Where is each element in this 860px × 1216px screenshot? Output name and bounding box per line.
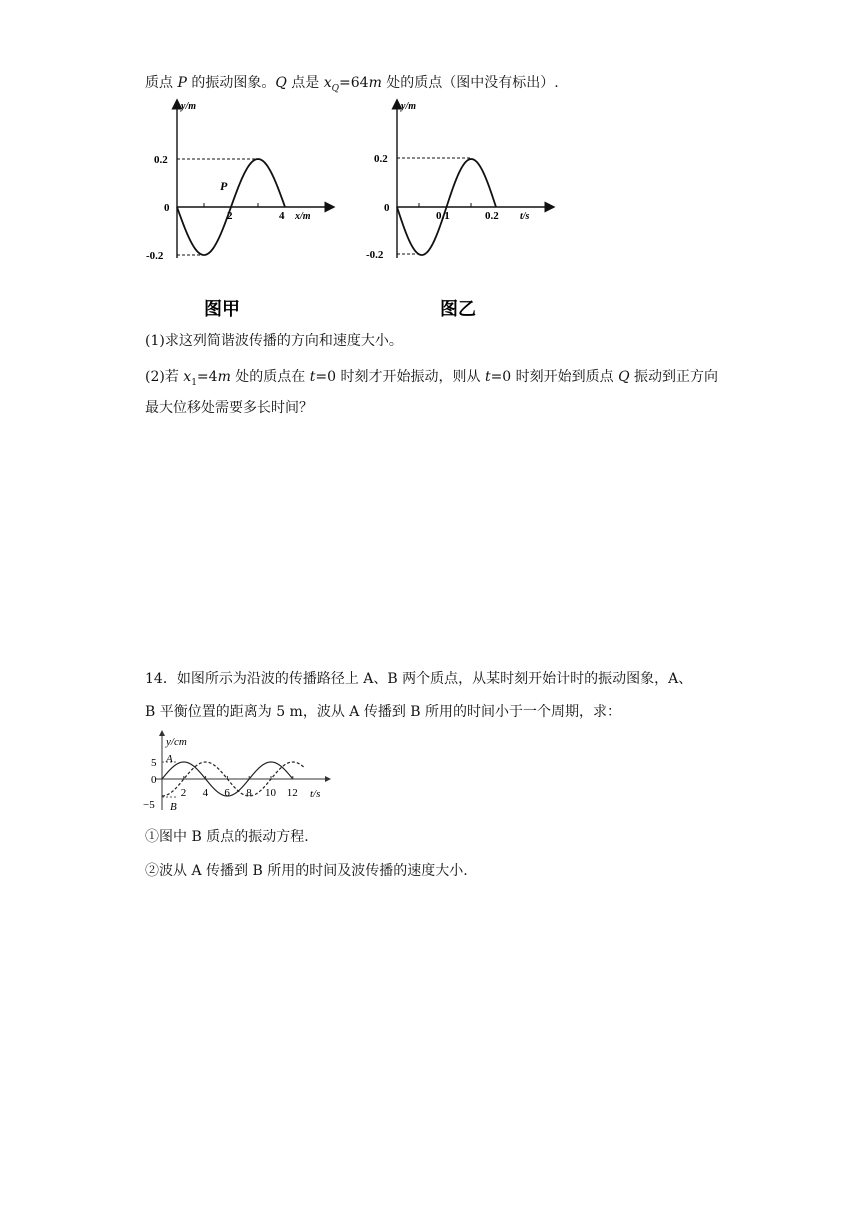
point-p-label: P (220, 179, 228, 193)
intro-m: m (368, 75, 382, 91)
y-tick-zero: 0 (384, 202, 390, 214)
intro-sub: Q (331, 83, 340, 94)
figure-14 (140, 730, 340, 815)
p2-text-b: =4 (196, 369, 218, 385)
intro-line (145, 73, 559, 93)
x-tick-4: 4 (202, 787, 209, 799)
p2-text-c: 处的质点在 (230, 369, 310, 385)
p2-sub: 1 (191, 377, 197, 388)
p2-text-f: 振动到正方向 (629, 369, 719, 385)
q14-sub2: ②波从 A 传播到 B 所用的时间及波传播的速度大小. (145, 863, 468, 879)
x-tick-12: 12 (286, 787, 298, 799)
xlabel: t/s (310, 788, 321, 800)
p2-text-e: =0 时刻开始到质点 (490, 369, 619, 385)
intro-text-d: =64 (339, 75, 369, 91)
y-tick-5: 5 (151, 757, 157, 769)
caption-jia: 图甲 (204, 299, 240, 319)
ylabel: y/m (401, 101, 416, 112)
intro-text-a: 质点 (145, 75, 178, 91)
p2-q: Q (618, 369, 630, 385)
figure-yi (360, 98, 560, 323)
intro-q: Q (275, 75, 287, 91)
q14-line1: 14．如图所示为沿波的传播路径上 A、B 两个质点，从某时刻开始计时的振动图象，A、 (145, 671, 693, 687)
x-tick-02: 0.2 (485, 210, 499, 222)
p2-text-a: (2)若 (145, 369, 184, 385)
intro-x: x (323, 75, 332, 91)
figure-jia (140, 98, 340, 323)
x-tick-10: 10 (265, 787, 276, 799)
xlabel: t/s (520, 211, 530, 222)
q14-sub1: ①图中 B 质点的振动方程. (145, 829, 309, 845)
p2-m: m (217, 369, 231, 385)
p2-t2: t (484, 369, 491, 385)
y-tick-bottom: -0.2 (366, 249, 384, 261)
x-tick-01: 0.1 (436, 210, 450, 222)
p2-text-d: =0 时刻才开始振动，则从 (315, 369, 485, 385)
y-tick-bottom: -0.2 (146, 250, 164, 262)
intro-text-e: 处的质点（图中没有标出）. (381, 75, 559, 91)
y-tick-zero: 0 (164, 202, 170, 214)
q13-part2-line2: 最大位移处需要多长时间？ (145, 400, 313, 416)
p2-t1: t (309, 369, 316, 385)
ylabel: y/m (181, 101, 196, 112)
y-tick-top: 0.2 (374, 153, 388, 165)
y-tick-0: 0 (151, 774, 157, 786)
x-tick-2: 2 (180, 787, 187, 799)
x-tick-2: 2 (227, 210, 233, 222)
ylabel: y/cm (166, 736, 187, 748)
x-tick-8: 8 (246, 787, 252, 799)
x-tick-4: 4 (279, 210, 285, 222)
y-tick-top: 0.2 (154, 154, 168, 166)
x-tick-6: 6 (224, 787, 230, 799)
intro-text-c: 点是 (286, 75, 324, 91)
q14-line2: B 平衡位置的距离为 5 m，波从 A 传播到 B 所用的时间小于一个周期，求： (145, 704, 622, 720)
p2-x: x (183, 369, 192, 385)
y-tick-neg5: −5 (143, 799, 155, 811)
q13-part1: (1)求这列简谐波传播的方向和速度大小。 (145, 333, 403, 349)
q13-part2-line1 (145, 367, 718, 387)
label-b: B (170, 801, 177, 813)
intro-p: P (177, 75, 187, 91)
xlabel: x/m (295, 211, 311, 222)
caption-yi: 图乙 (440, 299, 476, 319)
label-a: A (166, 753, 173, 765)
intro-text-b: 的振动图象。 (186, 75, 276, 91)
